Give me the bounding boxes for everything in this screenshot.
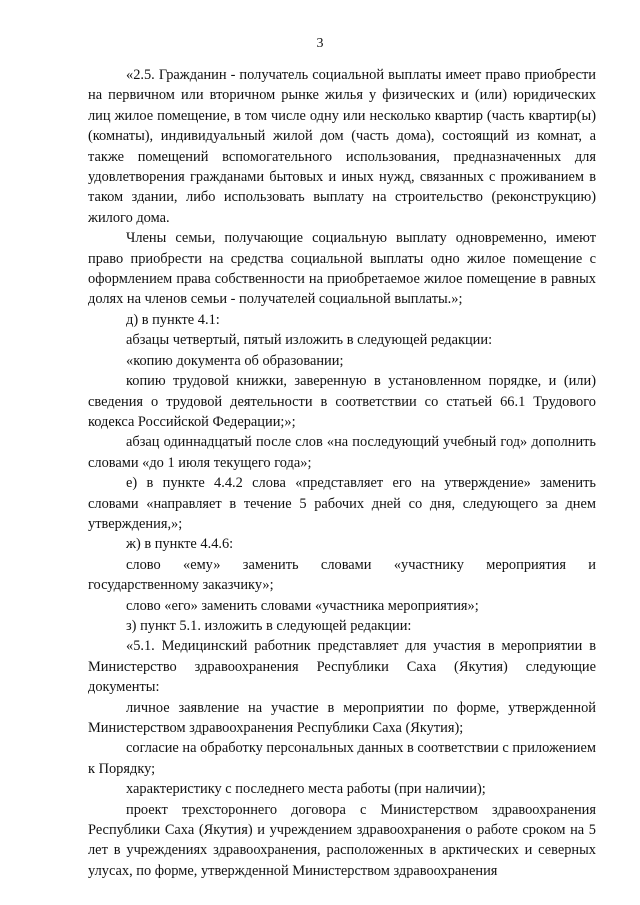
paragraph-education-doc: «копию документа об образовании; — [126, 352, 344, 369]
paragraph-item-d-intro: абзацы четвертый, пятый изложить в следующей редакции: — [126, 332, 493, 349]
paragraph-item-e: е) в пункте 4.4.2 слова «представляет его на утверждение» заменить словами «направляет в течение 5 рабочих дней со дня, следующего за днем утверждения,»; — [88, 475, 596, 532]
paragraph-family-members: Члены семьи, получающие социальную выплату одновременно, имеют право приобрести на средства социальной выплаты одно жилое помещение с оформлением права собственности на приобретаемое жилое помещение в равных долях на членов семьи - получателей социальной выплаты.»; — [88, 230, 596, 308]
paragraph-word-emu: слово «ему» заменить словами «участнику мероприятия и государственному заказчику»; — [88, 556, 596, 594]
paragraph-item-z: з) пункт 5.1. изложить в следующей редакции: — [126, 617, 412, 634]
paragraph-2-5: «2.5. Гражданин - получатель социальной выплаты имеет право приобрести на первичном или вторичном рынке жилья у физических и (или) юридических лиц жилое помещение, в том числе одну или несколько квартир (часть квартир(ы) (комнаты), индивидуальный жилой дом (часть дома), состоящий из комнат, а также помещений вспомогательного использования, предназначенных для удовлетворения гражданами бытовых и иных нужд, связанных с проживанием в таком здании, либо использовать выплату на строительство (реконструкцию) жилого дома. — [88, 67, 596, 226]
paragraph-word-ego: слово «его» заменить словами «участника мероприятия»; — [126, 597, 479, 614]
paragraph-item-d: д) в пункте 4.1: — [126, 311, 220, 328]
document-body — [88, 65, 596, 881]
paragraph-5-1: «5.1. Медицинский работник представляет для участия в мероприятии в Министерство здравоохранения Республики Саха (Якутия) следующие документы: — [88, 638, 596, 696]
paragraph-application: личное заявление на участие в мероприятии по форме, утвержденной Министерством здравоохранения Республики Саха (Якутия); — [88, 699, 596, 736]
paragraph-consent: согласие на обработку персональных данных в соответствии с приложением к Порядку; — [88, 740, 596, 777]
paragraph-item-zh: ж) в пункте 4.4.6: — [126, 536, 234, 553]
paragraph-eleventh: абзац одиннадцатый после слов «на последующий учебный год» дополнить словами «до 1 июля текущего года»; — [88, 434, 596, 471]
paragraph-work-book: копию трудовой книжки, заверенную в установленном порядке, и (или) сведения о трудовой деятельности в соответствии со статьей 66.1 Трудового кодекса Российской Федерации;»; — [88, 373, 596, 430]
page-number: 3 — [316, 36, 324, 51]
paragraph-characteristic: характеристику с последнего места работы (при наличии); — [126, 781, 486, 798]
paragraph-contract-draft: проект трехстороннего договора с Министерством здравоохранения Республики Саха (Якутия) и учреждением здравоохранения о работе сроком на 5 лет в учреждениях здравоохранения, расположенных в арктических и северных улусах, по форме, утвержденной Министерством здравоохранения — [88, 801, 596, 879]
